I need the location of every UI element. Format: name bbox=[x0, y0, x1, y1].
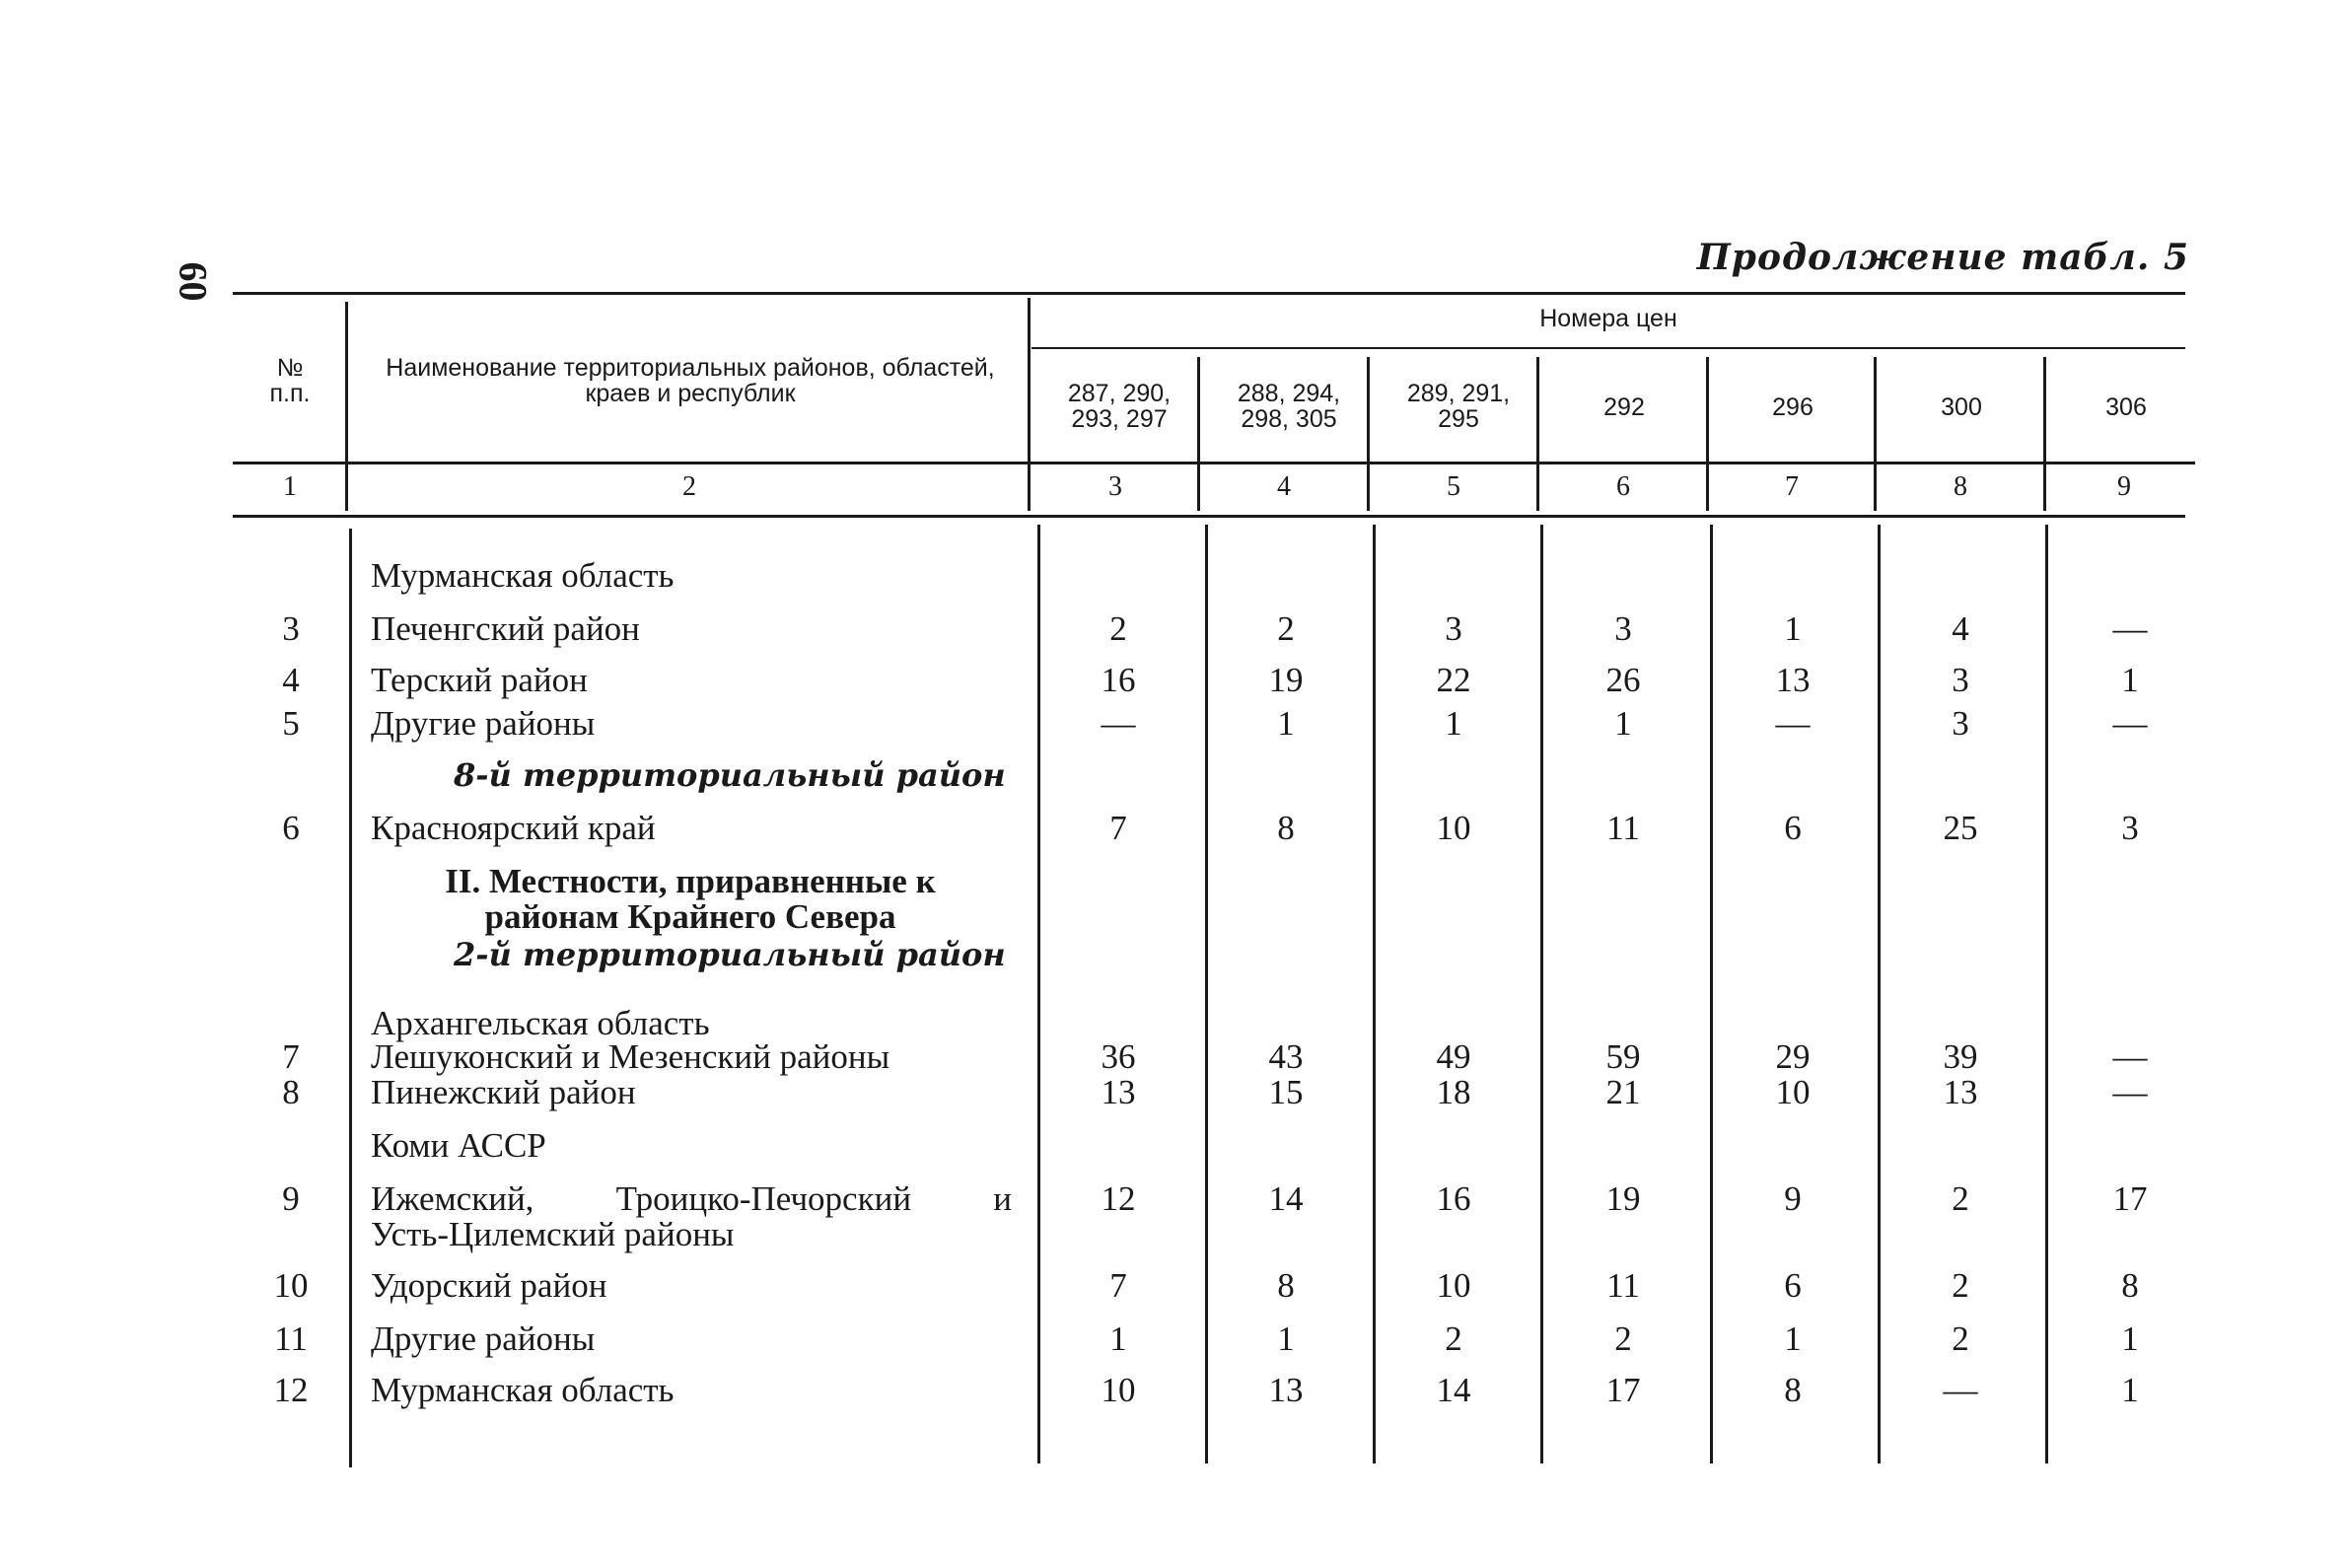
price-value-cell: 13 bbox=[1101, 1073, 1136, 1111]
price-value-cell: 3 bbox=[2121, 809, 2139, 847]
section-heading: II. Местности, приравненные к районам Крайнего Севера bbox=[445, 862, 936, 936]
price-value-cell: 2 bbox=[1277, 609, 1295, 648]
price-value-cell: 26 bbox=[1605, 661, 1641, 699]
price-value-cell: 1 bbox=[1109, 1319, 1127, 1358]
header-col-no: № п.п. bbox=[269, 354, 311, 407]
price-value-cell: 2 bbox=[1445, 1319, 1462, 1358]
header-price-col: 288, 294, 298, 305 bbox=[1237, 380, 1341, 433]
body-divider-3 bbox=[1205, 525, 1208, 1463]
header-price-col: 292 bbox=[1603, 393, 1645, 421]
row-number: 8 bbox=[282, 1073, 300, 1111]
price-value-cell: 10 bbox=[1436, 1266, 1471, 1305]
column-number: 7 bbox=[1785, 471, 1799, 502]
price-value-cell: 17 bbox=[2112, 1179, 2148, 1218]
price-value-cell: 7 bbox=[1109, 1266, 1127, 1305]
column-number: 2 bbox=[682, 471, 696, 502]
price-value-cell: 8 bbox=[2121, 1266, 2139, 1305]
price-value-cell: 2 bbox=[1109, 609, 1127, 648]
price-value-cell: 15 bbox=[1268, 1073, 1304, 1111]
price-value-cell: 8 bbox=[1277, 1266, 1295, 1305]
price-value-cell: 3 bbox=[1445, 609, 1462, 648]
body-divider-2 bbox=[1037, 525, 1040, 1463]
price-value-cell: 10 bbox=[1775, 1073, 1811, 1111]
row-name: Удорский район bbox=[371, 1266, 607, 1305]
price-value-cell: 36 bbox=[1101, 1037, 1136, 1076]
price-value-cell: 29 bbox=[1775, 1037, 1811, 1076]
price-value-cell: 3 bbox=[1952, 704, 1969, 743]
column-number: 8 bbox=[1954, 471, 1967, 502]
price-value-cell: 6 bbox=[1784, 1266, 1802, 1305]
territorial-district-heading: 8-й территориальный район bbox=[454, 756, 1006, 794]
column-number-rule bbox=[233, 515, 2185, 518]
header-divider-1 bbox=[345, 302, 348, 511]
price-value-cell: 8 bbox=[1277, 809, 1295, 847]
price-value-cell: 22 bbox=[1436, 661, 1471, 699]
price-value-cell: 18 bbox=[1436, 1073, 1471, 1111]
price-value-cell: 17 bbox=[1605, 1371, 1641, 1409]
row-name-word: Троицко-Печорский bbox=[615, 1179, 912, 1218]
price-value-cell: 1 bbox=[2121, 661, 2139, 699]
column-number: 5 bbox=[1447, 471, 1460, 502]
price-value-cell: 1 bbox=[1784, 609, 1802, 648]
price-group-rule bbox=[1031, 347, 2185, 349]
price-value-cell: 9 bbox=[1784, 1179, 1802, 1218]
price-value-cell: 7 bbox=[1109, 809, 1127, 847]
row-number: 3 bbox=[282, 609, 300, 648]
price-value-cell: 16 bbox=[1436, 1179, 1471, 1218]
price-value-cell: 25 bbox=[1943, 809, 1978, 847]
table-caption: Продолжение табл. 5 bbox=[1696, 237, 2189, 278]
price-value-cell: 10 bbox=[1101, 1371, 1136, 1409]
row-name: Другие районы bbox=[371, 704, 596, 743]
body-divider-7 bbox=[1878, 525, 1881, 1463]
price-value-cell: 2 bbox=[1952, 1319, 1969, 1358]
row-number: 4 bbox=[282, 661, 300, 699]
price-value-cell: — bbox=[1775, 704, 1811, 743]
price-value-cell: 1 bbox=[1277, 704, 1295, 743]
body-divider-4 bbox=[1373, 525, 1376, 1463]
column-number: 9 bbox=[2117, 471, 2131, 502]
row-number: 11 bbox=[274, 1319, 308, 1358]
price-value-cell: — bbox=[2112, 1073, 2148, 1111]
price-value-cell: 1 bbox=[1614, 704, 1632, 743]
price-value-cell: 12 bbox=[1101, 1179, 1136, 1218]
price-value-cell: 14 bbox=[1268, 1179, 1304, 1218]
table-top-rule bbox=[233, 292, 2185, 295]
price-value-cell: 21 bbox=[1605, 1073, 1641, 1111]
price-value-cell: 13 bbox=[1775, 661, 1811, 699]
row-name: Мурманская область bbox=[371, 556, 675, 595]
territorial-district-heading: 2-й территориальный район bbox=[454, 936, 1006, 973]
price-value-cell: 1 bbox=[2121, 1371, 2139, 1409]
price-value-cell: — bbox=[2112, 704, 2148, 743]
price-value-cell: 49 bbox=[1436, 1037, 1471, 1076]
price-value-cell: 2 bbox=[1614, 1319, 1632, 1358]
row-name: Коми АССР bbox=[371, 1126, 546, 1165]
row-name-line: Усть-Цилемский районы bbox=[371, 1215, 735, 1253]
row-name: Пинежский район bbox=[371, 1073, 636, 1111]
price-value-cell: 1 bbox=[1784, 1319, 1802, 1358]
row-number: 5 bbox=[282, 704, 300, 743]
row-name-word: и bbox=[993, 1179, 1012, 1218]
price-value-cell: 3 bbox=[1614, 609, 1632, 648]
header-price-col: 289, 291, 295 bbox=[1406, 380, 1511, 433]
column-number: 6 bbox=[1616, 471, 1630, 502]
row-name: Архангельская область bbox=[371, 1004, 710, 1042]
price-value-cell: 13 bbox=[1268, 1371, 1304, 1409]
row-number: 10 bbox=[273, 1266, 309, 1305]
row-name: Лешуконский и Мезенский районы bbox=[371, 1037, 890, 1076]
price-value-cell: 14 bbox=[1436, 1371, 1471, 1409]
body-divider-5 bbox=[1540, 525, 1543, 1463]
row-number: 12 bbox=[273, 1371, 309, 1409]
price-value-cell: 4 bbox=[1952, 609, 1969, 648]
row-number: 6 bbox=[282, 809, 300, 847]
row-name-line bbox=[371, 1181, 1012, 1217]
header-price-col: 306 bbox=[2105, 393, 2147, 421]
price-value-cell: 2 bbox=[1952, 1266, 1969, 1305]
price-value-cell: 1 bbox=[2121, 1319, 2139, 1358]
row-name: Терский район bbox=[371, 661, 588, 699]
price-value-cell: 3 bbox=[1952, 661, 1969, 699]
body-divider-1 bbox=[349, 529, 352, 1467]
row-number: 9 bbox=[282, 1179, 300, 1218]
header-col-name: Наименование территориальных районов, областей, краев и республик bbox=[386, 354, 995, 407]
body-divider-6 bbox=[1710, 525, 1713, 1463]
header-price-group: Номера цен bbox=[1539, 305, 1677, 332]
row-name: Красноярский край bbox=[371, 809, 656, 847]
price-value-cell: — bbox=[1943, 1371, 1978, 1409]
price-value-cell: 13 bbox=[1943, 1073, 1978, 1111]
row-name-word: Ижемский, bbox=[371, 1179, 534, 1218]
header-price-col: 287, 290, 293, 297 bbox=[1067, 380, 1172, 433]
price-value-cell: 11 bbox=[1606, 809, 1640, 847]
header-price-col: 300 bbox=[1941, 393, 1982, 421]
row-number: 7 bbox=[282, 1037, 300, 1076]
row-name: Другие районы bbox=[371, 1319, 596, 1358]
column-number: 3 bbox=[1108, 471, 1122, 502]
price-value-cell: 59 bbox=[1605, 1037, 1641, 1076]
header-bottom-rule bbox=[233, 462, 2195, 464]
page-number: 60 bbox=[171, 261, 216, 302]
price-value-cell: — bbox=[1101, 704, 1136, 743]
body-divider-8 bbox=[2045, 525, 2048, 1463]
price-value-cell: — bbox=[2112, 609, 2148, 648]
column-number: 1 bbox=[283, 471, 297, 502]
price-value-cell: — bbox=[2112, 1037, 2148, 1076]
price-value-cell: 1 bbox=[1445, 704, 1462, 743]
price-value-cell: 43 bbox=[1268, 1037, 1304, 1076]
row-name: Мурманская область bbox=[371, 1371, 675, 1409]
price-value-cell: 39 bbox=[1943, 1037, 1978, 1076]
price-value-cell: 10 bbox=[1436, 809, 1471, 847]
row-name: Печенгский район bbox=[371, 609, 640, 648]
row-name bbox=[371, 1181, 1012, 1252]
price-value-cell: 11 bbox=[1606, 1266, 1640, 1305]
price-value-cell: 8 bbox=[1784, 1371, 1802, 1409]
price-value-cell: 2 bbox=[1952, 1179, 1969, 1218]
column-number: 4 bbox=[1277, 471, 1291, 502]
price-value-cell: 6 bbox=[1784, 809, 1802, 847]
price-value-cell: 16 bbox=[1101, 661, 1136, 699]
price-value-cell: 1 bbox=[1277, 1319, 1295, 1358]
price-value-cell: 19 bbox=[1605, 1179, 1641, 1218]
price-value-cell: 19 bbox=[1268, 661, 1304, 699]
header-price-col: 296 bbox=[1772, 393, 1814, 421]
